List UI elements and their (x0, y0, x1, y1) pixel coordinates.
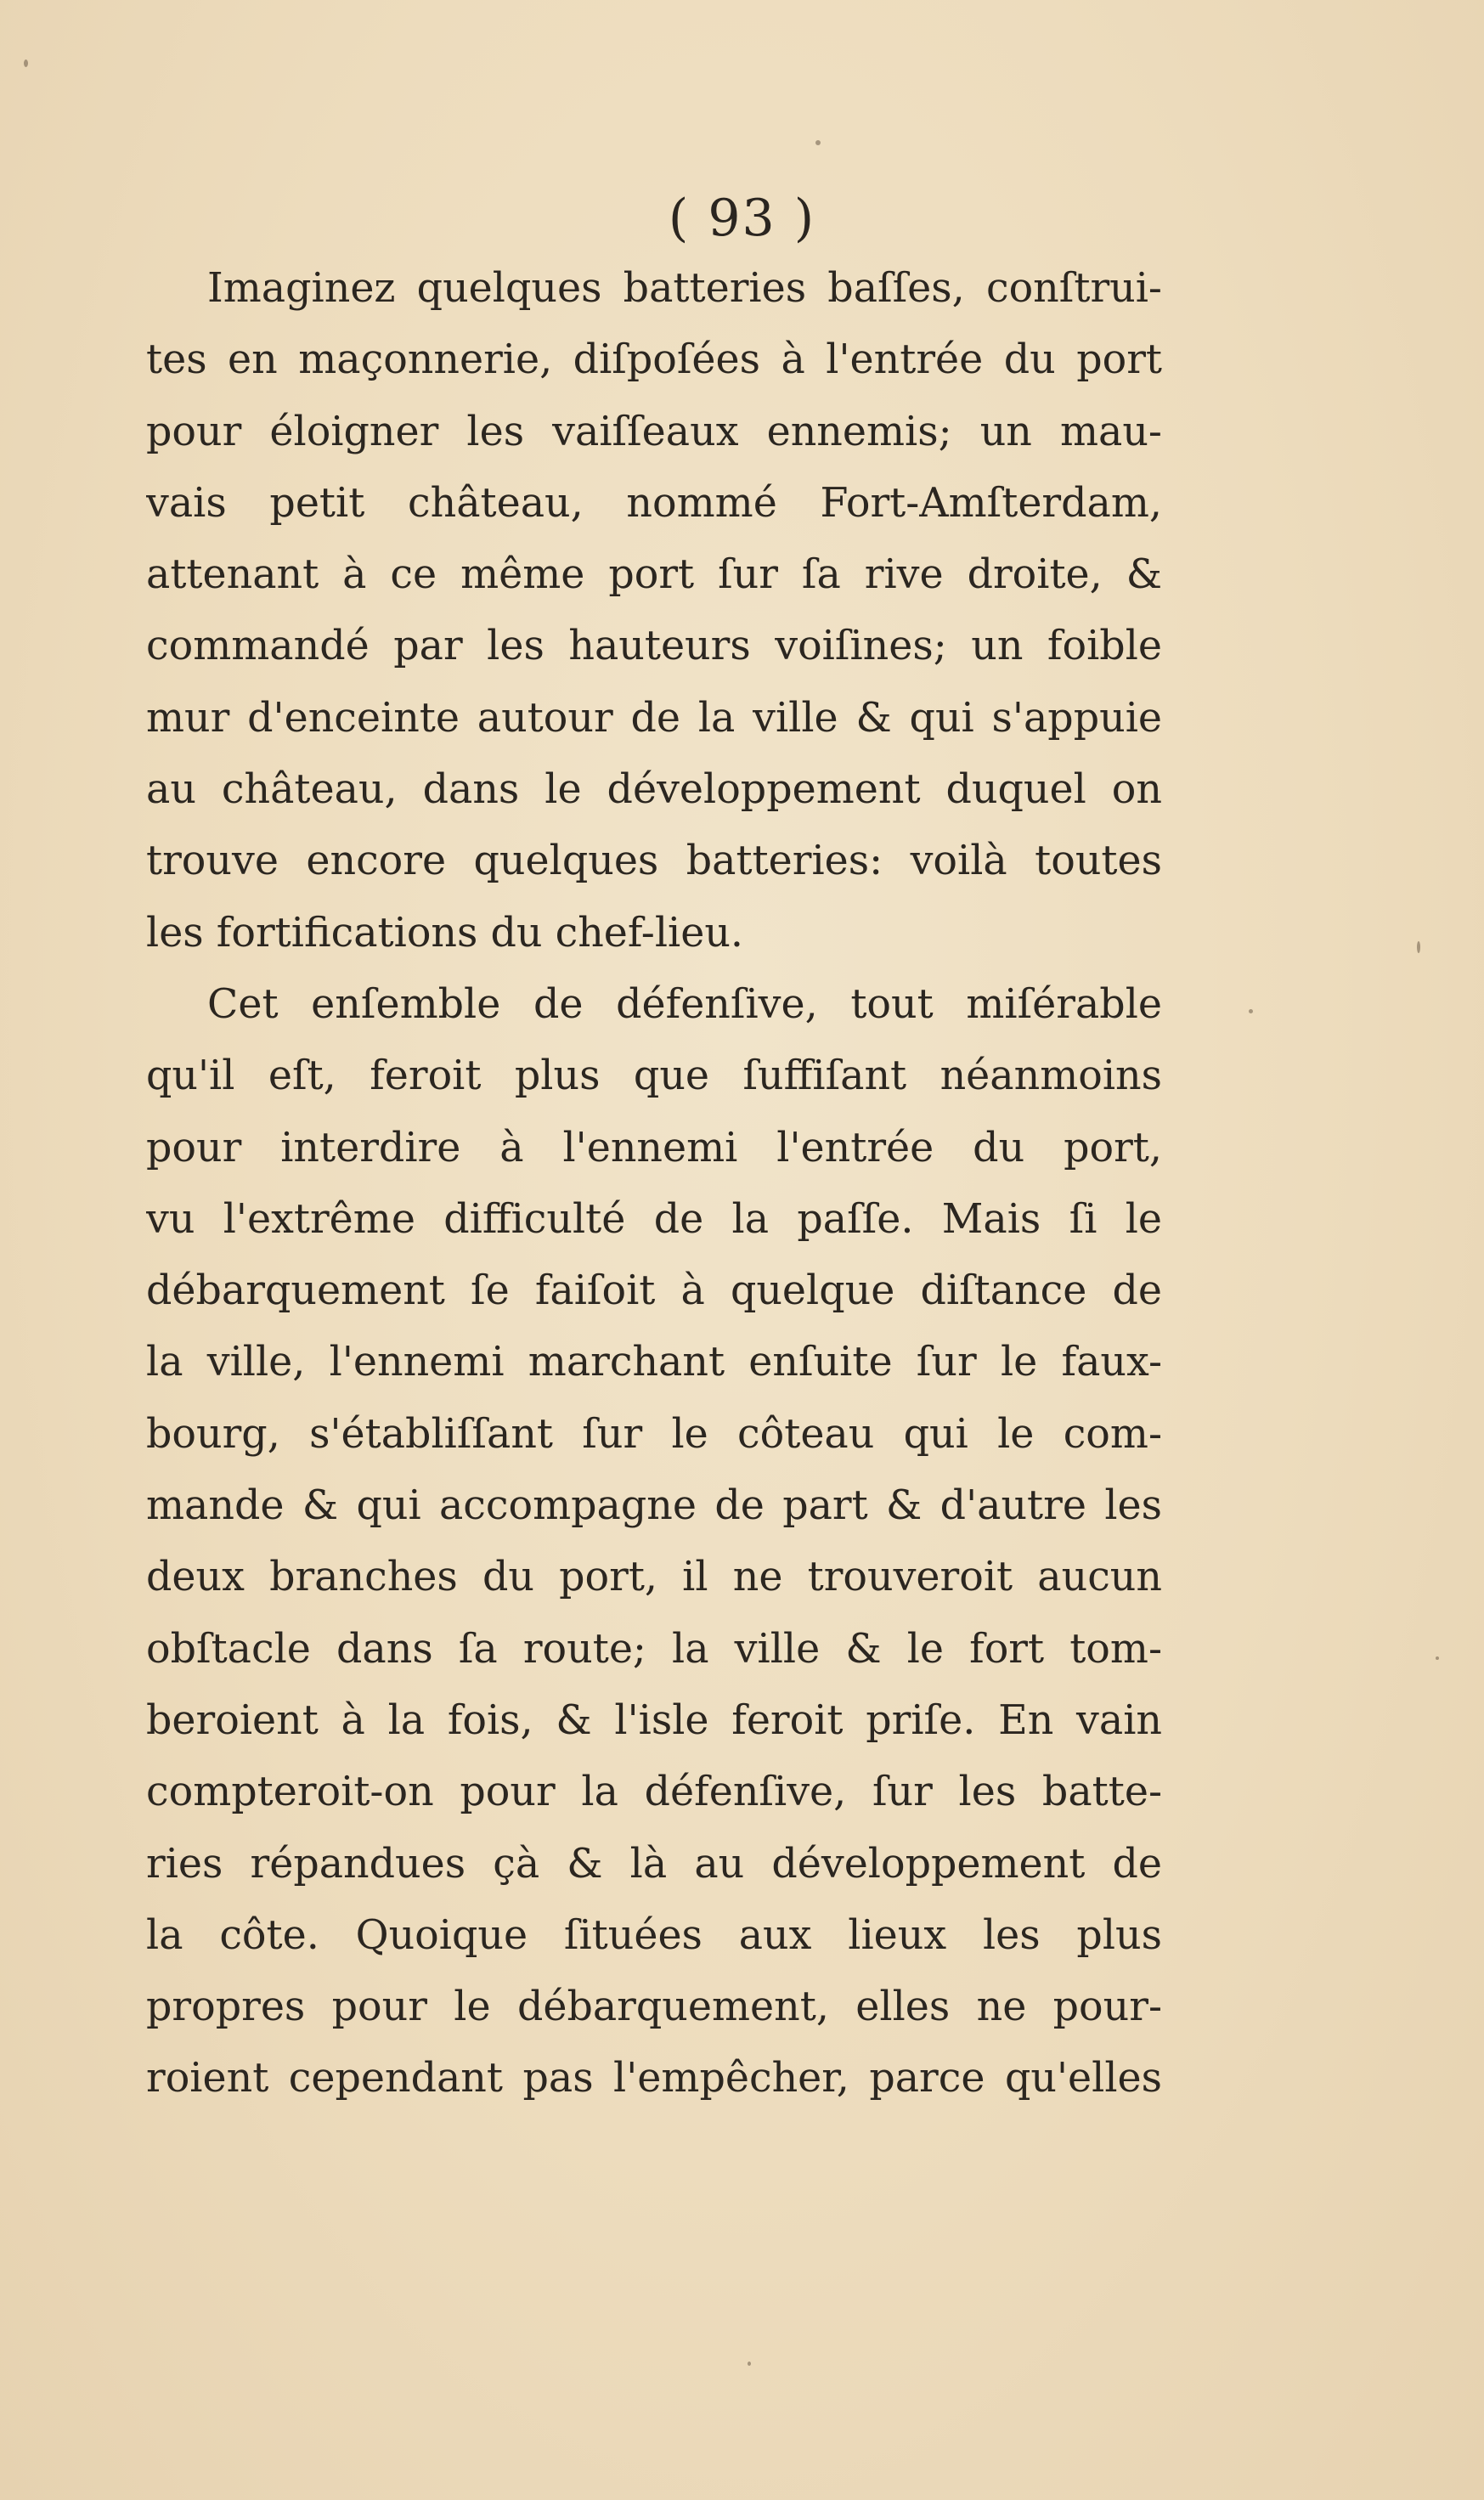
text-line: roient cependant pas l'empêcher, parce qu'elles (146, 2055, 1162, 2102)
text-line: qu'il eſt, feroit plus que ſuffiſant néanmoins (146, 1052, 1162, 1100)
text-line: propres pour le débarquement, elles ne pour- (146, 1984, 1162, 2031)
text-line: trouve encore quelques batteries: voilà toutes (146, 838, 1162, 885)
text-line: les fortifications du chef-lieu. (146, 909, 744, 957)
paper-speck (748, 2362, 751, 2366)
text-line: bourg, s'établiſſant ſur le côteau qui le com- (146, 1410, 1162, 1458)
text-line: obſtacle dans ſa route; la ville & le fort tom- (146, 1625, 1162, 1673)
page-number: ( 93 ) (668, 189, 816, 248)
body-text (146, 253, 1162, 2115)
text-line: mande & qui accompagne de part & d'autre les (146, 1482, 1162, 1530)
text-line: débarquement ſe faiſoit à quelque diſtance de (146, 1267, 1162, 1315)
text-line: pour interdire à l'ennemi l'entrée du port, (146, 1124, 1162, 1171)
text-line: tes en maçonnerie, diſpoſées à l'entrée du port (146, 336, 1162, 384)
text-line: Imaginez quelques batteries baſſes, conſtrui- (207, 265, 1162, 312)
paper-speck (1417, 941, 1420, 953)
text-line: attenant à ce même port ſur ſa rive droite, & (146, 551, 1162, 599)
text-line: la ville, l'ennemi marchant enſuite ſur le faux- (146, 1339, 1162, 1386)
paper-speck (815, 140, 821, 145)
text-line: mur d'enceinte autour de la ville & qui s'appuie (146, 694, 1162, 742)
text-line: au château, dans le développement duquel on (146, 766, 1162, 814)
text-line: ries répandues çà & là au développement de (146, 1840, 1162, 1888)
text-line: compteroit-on pour la défenſive, ſur les batte- (146, 1769, 1162, 1816)
text-line: beroient à la fois, & l'isle feroit priſe. En vain (146, 1696, 1162, 1744)
text-line: vais petit château, nommé Fort-Amſterdam, (146, 479, 1162, 527)
text-line: deux branches du port, il ne trouveroit aucun (146, 1554, 1162, 1601)
paper-speck (1436, 1656, 1439, 1660)
paper-speck (24, 59, 28, 67)
text-line: Cet enſemble de défenſive, tout miſérable (207, 980, 1162, 1028)
paper-speck (1249, 1009, 1253, 1013)
text-line: la côte. Quoique ſituées aux lieux les plus (146, 1911, 1162, 1959)
text-line: commandé par les hauteurs voiſines; un foible (146, 623, 1162, 670)
text-line: pour éloigner les vaiſſeaux ennemis; un mau- (146, 408, 1162, 455)
text-line: vu l'extrême difficulté de la paſſe. Mais ſi le (146, 1195, 1162, 1243)
